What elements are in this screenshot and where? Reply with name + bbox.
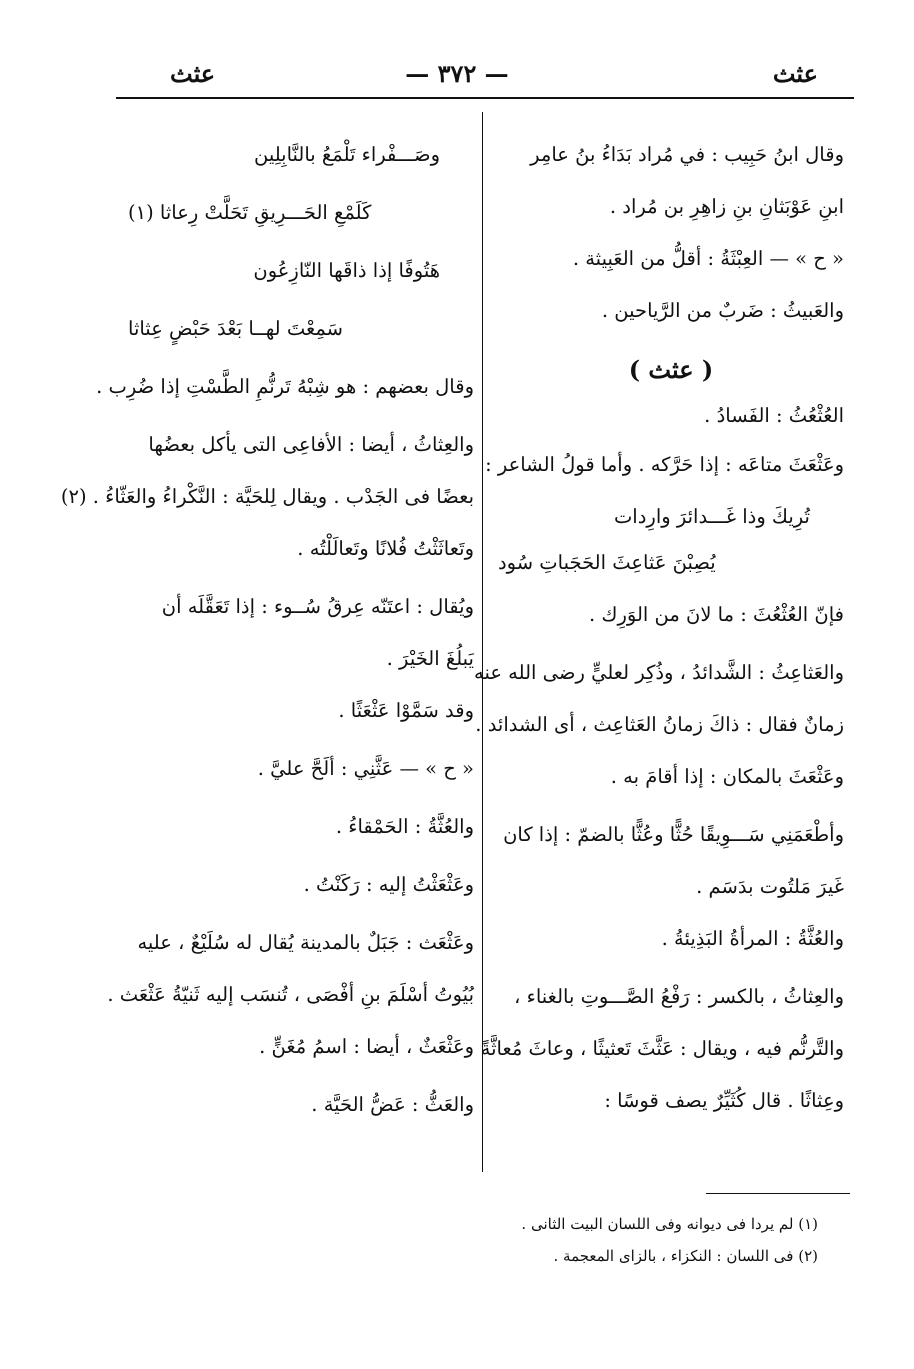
text-line: والعَثاعِثُ : الشَّدائدُ ، وذُكِر لعليٍّ رضى الله عنه: [474, 661, 844, 684]
text-line: وعَثْعَثَ متاعَه : إذا حَرَّكه . وأما قولُ الشاعر :: [485, 453, 844, 476]
text-line: زمانٌ فقال : ذاكَ زمانُ العَثاعِث ، أى الشدائد .: [475, 713, 844, 736]
verse-line: تُرِيكَ وذا غَـــدائرَ وارِدات: [613, 505, 810, 528]
section-heading: ( عثث ): [628, 355, 714, 384]
text-line: وعَثْعَث : جَبَلٌ بالمدينة يُقال له سُلَيْعٌ ، عليه: [137, 931, 474, 954]
text-line: يَبلُغَ الخَيْرَ .: [386, 647, 474, 670]
verse-line: هَتُوفًا إذا ذاقَها النّازِعُون: [253, 259, 440, 282]
header-root-word-left: عثث: [170, 59, 216, 88]
text-line: والعِثاثُ ، أيضا : الأفاعِى التى يأكل بعضُها: [148, 433, 474, 456]
text-line: وأطْعَمَنِي سَـــوِيقًا حُثًّا وعُثًّا بالضمّ : إذا كان: [503, 823, 844, 846]
footnote: (١) لم يردا فى ديوانه وفى اللسان البيت الثانى .: [521, 1215, 818, 1233]
text-line: بعضًا فى الجَدْب . ويقال لِلحَيَّة : النَّكْراءُ والعَثّاءُ . (٢): [60, 485, 474, 508]
text-line: وقد سَمَّوْا عَثْعَثًا .: [338, 699, 474, 722]
header-root-word-right: عثث: [772, 59, 818, 88]
text-line: وعَثْعَثْتُ إليه : رَكَنْتُ .: [303, 873, 474, 896]
text-line: وعَثْعَثٌ ، أيضا : اسمُ مُغَنٍّ .: [259, 1035, 474, 1058]
text-line: ابنِ عَوْبَثانِ بنِ زاهِرِ بن مُراد .: [609, 195, 844, 218]
text-line: غَيرَ مَلتُوت بدَسَم .: [696, 875, 844, 898]
page-number: — ٣٧٢ —: [405, 59, 509, 88]
verse-line: سَمِعْتَ لهــا بَعْدَ حَبْضٍ عِثاثا: [128, 317, 343, 340]
footnote: (٢) فى اللسان : النكزاء ، بالزاى المعجمة .: [553, 1247, 818, 1265]
footnotes: [218, 1208, 818, 1272]
verse-line: يُصِبْنَ عَثاعِثَ الحَجَباتِ سُود: [498, 551, 716, 574]
text-line: « ح » — عَثَّنِي : ألَحَّ عليَّ .: [257, 757, 474, 780]
text-line: والعُثَّةُ : الحَمْقاءُ .: [335, 815, 474, 838]
text-line: « ح » — العِبْثَةُ : أقلُّ من العَبِيثة .: [572, 247, 844, 270]
left-column: [60, 126, 474, 1134]
text-line: فإنّ العُثْعُثَ : ما لانَ من الوَرِك .: [589, 603, 844, 626]
text-line: والعُثَّةُ : المرأةُ البَذِيئةُ .: [661, 927, 844, 950]
text-line: ويُقال : اعتَنّه عِرقُ سُــوء : إذا تَعَقَّلَه أن: [161, 595, 474, 618]
text-line: والعَثُّ : عَضُّ الحَيَّة .: [311, 1093, 474, 1116]
text-line: والعِثاثُ ، بالكسر : رَفْعُ الصَّـــوتِ بالغناء ،: [514, 985, 844, 1008]
text-line: وقال بعضهم : هو شِبْهُ تَرنُّمِ الطَّسْتِ إذا ضُرِب .: [96, 375, 474, 398]
verse-line: وصَـــفْراء تَلْمَعُ بالنَّابِلِين: [253, 143, 440, 166]
text-line: وتَعاثَثْتُ فُلانًا وتَعالَلْتُه .: [297, 537, 474, 560]
text-line: وعِثاثًا . قال كُثَيِّرٌ يصف قوسًا :: [604, 1089, 844, 1112]
text-line: العُثْعُثُ : الفَسادُ .: [704, 404, 844, 427]
right-column: [474, 126, 844, 1130]
header-rule: [116, 97, 854, 99]
text-line: والتَّرنُّم فيه ، ويقال : عَثَّثَ تَعثيثًا ، وعاثَ مُعاثَّةً: [480, 1037, 844, 1060]
footnote-rule: [706, 1193, 850, 1194]
column-divider: [482, 112, 483, 1172]
text-line: بُيُوتُ أسْلَمَ بنِ أفْصَى ، تُنسَب إليه ثَنيّةُ عَثْعَث .: [107, 983, 474, 1006]
verse-line: كَلَمْعِ الحَـــرِيقِ تَحَلَّتْ رِعاثا (١): [128, 201, 372, 224]
text-line: والعَبيثُ : ضَربٌ من الرَّياحين .: [601, 299, 844, 322]
text-line: وعَثْعَثَ بالمكان : إذا أقامَ به .: [610, 765, 844, 788]
text-line: وقال ابنُ حَبِيب : في مُراد بَدَاءُ بنُ عامِر: [530, 143, 844, 166]
